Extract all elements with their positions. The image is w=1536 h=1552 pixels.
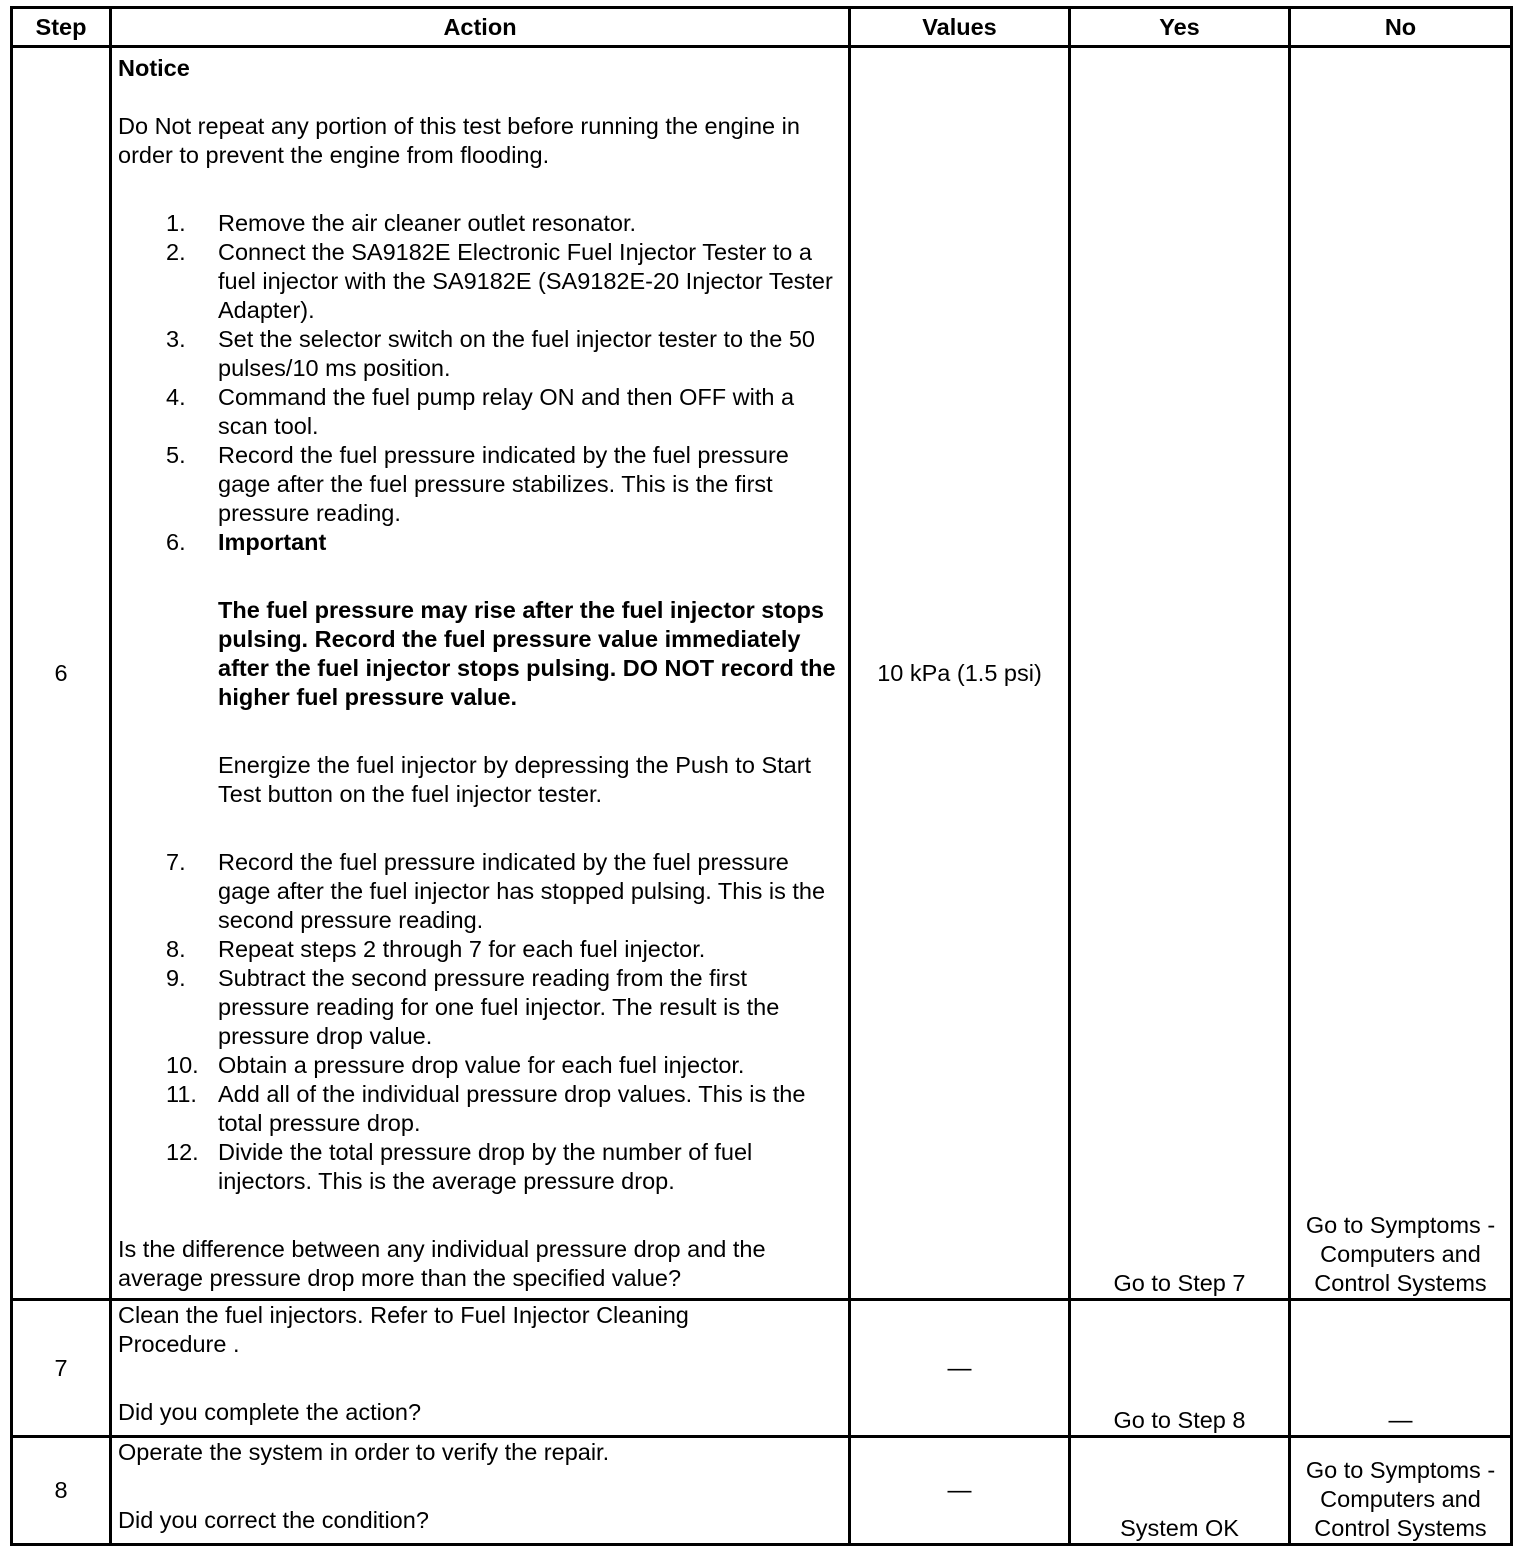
important-text: The fuel pressure may rise after the fuel injector stops pulsing. Record the fuel pressure value immediately after the fuel injector stops pulsing. DO NOT record the higher fuel pressure value. [218,597,836,710]
step-number: 8 [12,1437,111,1545]
step-number: 6 [12,47,111,1300]
question-text: Did you complete the action? [118,1399,422,1425]
action-cell [111,1300,850,1437]
diagnostic-table [10,6,1513,1546]
important-title: Important [218,529,327,555]
header-no: No [1290,8,1512,47]
header-action: Action [111,8,850,47]
notice-text: Do Not repeat any portion of this test before running the engine in order to prevent the engine from flooding. [118,113,800,168]
list-item: 10. Obtain a pressure drop value for each fuel injector. [166,1052,745,1078]
question-text: Did you correct the condition? [118,1507,429,1533]
value-cell: 10 kPa (1.5 psi) [850,47,1070,1300]
list-item-important: 6. Important The fuel pressure may rise after the fuel injector stops pulsing. Record the fuel pressure value immediately after the fuel injector stops pulsing. DO NOT record the higher fuel pressure value. Energize the fuel injector by depressing the Push to Start Test button on the fuel injector tester. [118,528,842,848]
step-number: 7 [12,1300,111,1437]
list-item: 2. Connect the SA9182E Electronic Fuel Injector Tester to a fuel injector with the SA9182E (SA9182E-20 Injector Tester Adapter). [166,239,833,323]
action-cell [111,47,850,1300]
list-item: 5. Record the fuel pressure indicated by the fuel pressure gage after the fuel pressure stabilizes. This is the first pressure reading. [166,442,789,526]
list-item: 7. Record the fuel pressure indicated by the fuel pressure gage after the fuel injector has stopped pulsing. This is the second pressure reading. [166,849,826,933]
yes-cell: Go to Step 7 [1070,47,1290,1300]
header-values: Values [850,8,1070,47]
list-item: 4. Command the fuel pump relay ON and then OFF with a scan tool. [166,384,795,439]
steps-list-b [118,848,842,1196]
notice-title: Notice [118,55,190,81]
steps-list-a [118,209,842,848]
no-cell: — [1290,1300,1512,1437]
list-item: 3. Set the selector switch on the fuel injector tester to the 50 pulses/10 ms position. [166,326,815,381]
list-item: 9. Subtract the second pressure reading from the first pressure reading for one fuel injector. The result is the pressure drop value. [166,965,780,1049]
yes-cell: Go to Step 8 [1070,1300,1290,1437]
energize-text: Energize the fuel injector by depressing the Push to Start Test button on the fuel injector tester. [218,752,812,807]
list-item: 1. Remove the air cleaner outlet resonator. [166,210,637,236]
table-row-step-8 [12,1437,1512,1545]
question-text: Is the difference between any individual pressure drop and the average pressure drop more than the specified value? [118,1236,766,1291]
header-step: Step [12,8,111,47]
list-item: 11. Add all of the individual pressure drop values. This is the total pressure drop. [166,1081,806,1136]
list-item: 12. Divide the total pressure drop by the number of fuel injectors. This is the average pressure drop. [166,1139,753,1194]
action-text: Operate the system in order to verify the repair. [118,1439,610,1465]
value-cell: — [850,1300,1070,1437]
action-cell [111,1437,850,1545]
table-row-step-6 [12,47,1512,1300]
no-cell: Go to Symptoms - Computers and Control Systems [1290,1437,1512,1545]
no-cell: Go to Symptoms - Computers and Control Systems [1290,47,1512,1300]
header-row [12,8,1512,47]
yes-cell: System OK [1070,1437,1290,1545]
list-item: 8. Repeat steps 2 through 7 for each fuel injector. [166,936,706,962]
value-cell: — [850,1437,1070,1545]
header-yes: Yes [1070,8,1290,47]
table-row-step-7 [12,1300,1512,1437]
action-text: Clean the fuel injectors. Refer to Fuel Injector Cleaning Procedure . [118,1302,689,1357]
